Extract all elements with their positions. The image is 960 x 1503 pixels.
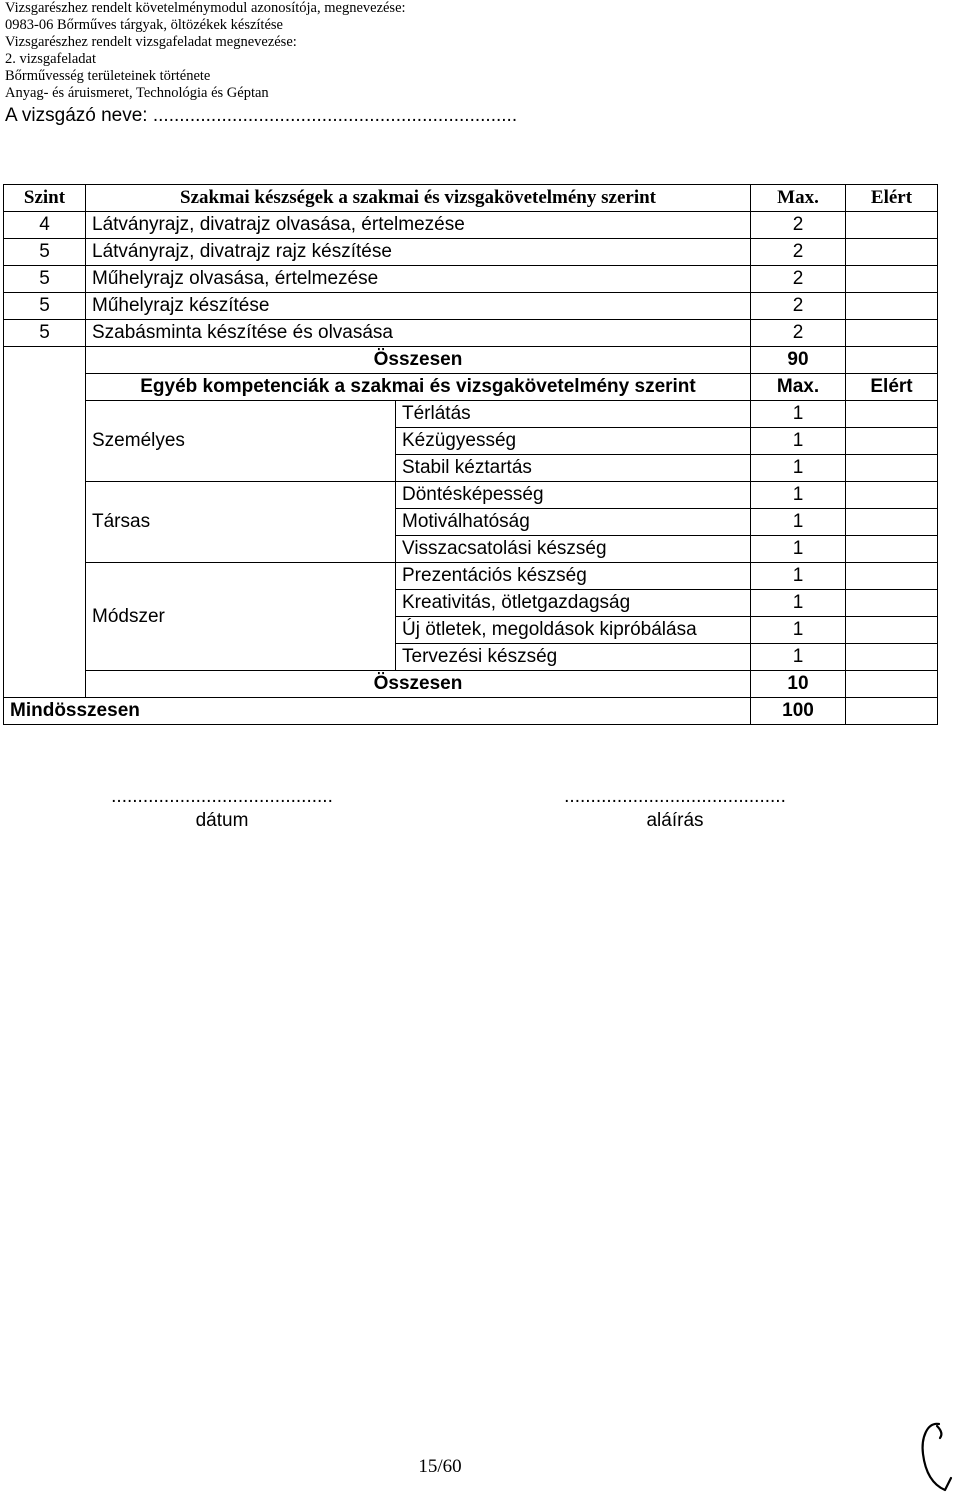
header-max: Max. (751, 185, 846, 212)
grand-total-achieved (846, 698, 938, 725)
competence-group-name: Módszer (86, 563, 396, 671)
competence-item-max: 1 (751, 590, 846, 617)
competence-header-row (4, 374, 938, 401)
skill-achieved (846, 212, 938, 239)
header-level: Szint (4, 185, 86, 212)
competence-item-achieved (846, 455, 938, 482)
competence-item-name: Döntésképesség (396, 482, 751, 509)
skill-name: Szabásminta készítése és olvasása (86, 320, 751, 347)
skill-achieved (846, 320, 938, 347)
header-line-module-name: 0983-06 Bőrműves tárgyak, öltözékek készítése (5, 17, 283, 33)
competence-item-name: Térlátás (396, 401, 751, 428)
skill-achieved (846, 239, 938, 266)
signature-dots: .......................................... (564, 786, 786, 807)
competence-item-max: 1 (751, 563, 846, 590)
competence-item-name: Prezentációs készség (396, 563, 751, 590)
subtotal2-label: Összesen (86, 671, 751, 698)
header-skills: Szakmai készségek a szakmai és vizsgakövetelmény szerint (86, 185, 751, 212)
subtotal2-value: 10 (751, 671, 846, 698)
header-achieved: Elért (846, 185, 938, 212)
subtotal-label: Összesen (86, 347, 751, 374)
signature-block (535, 785, 815, 833)
subtotal-value: 90 (751, 347, 846, 374)
competence-item-max: 1 (751, 455, 846, 482)
competence-group-name: Társas (86, 482, 396, 563)
competence-max: Max. (751, 374, 846, 401)
competence-item-max: 1 (751, 644, 846, 671)
skill-max: 2 (751, 320, 846, 347)
header-line-topic: Bőrművesség területeinek története (5, 68, 211, 84)
competence-item-name: Kézügyesség (396, 428, 751, 455)
skill-level: 5 (4, 239, 86, 266)
skill-name: Műhelyrajz készítése (86, 293, 751, 320)
competence-item-achieved (846, 617, 938, 644)
competence-item-achieved (846, 401, 938, 428)
skill-max: 2 (751, 239, 846, 266)
competence-item-max: 1 (751, 617, 846, 644)
evaluation-table (3, 184, 938, 725)
table-header-row (4, 185, 938, 212)
competence-item-name: Motiválhatóság (396, 509, 751, 536)
skill-row (4, 293, 938, 320)
page-number: 15/60 (418, 1456, 462, 1477)
competence-item-achieved (846, 482, 938, 509)
competence-group-name: Személyes (86, 401, 396, 482)
competence-item-achieved (846, 536, 938, 563)
competence-item-name: Visszacsatolási készség (396, 536, 751, 563)
competence-item-max: 1 (751, 482, 846, 509)
skill-max: 2 (751, 212, 846, 239)
date-dots: .......................................... (111, 786, 333, 807)
header-line-task-number: 2. vizsgafeladat (5, 51, 96, 67)
competence-item-name: Kreativitás, ötletgazdagság (396, 590, 751, 617)
competence-row (4, 401, 938, 428)
skill-name: Látványrajz, divatrajz olvasása, értelmezése (86, 212, 751, 239)
competence-achieved: Elért (846, 374, 938, 401)
competence-item-max: 1 (751, 509, 846, 536)
header-line-task: Vizsgarészhez rendelt vizsgafeladat megnevezése: (5, 34, 297, 50)
skill-row (4, 239, 938, 266)
subtotal2-achieved (846, 671, 938, 698)
grand-total-row (4, 698, 938, 725)
competence-item-achieved (846, 590, 938, 617)
header-line-subjects: Anyag- és áruismeret, Technológia és Géptan (5, 85, 269, 101)
competence-item-name: Stabil kéztartás (396, 455, 751, 482)
skill-row (4, 320, 938, 347)
empty-level-cell (4, 347, 86, 374)
skill-level: 5 (4, 320, 86, 347)
date-label: dátum (195, 810, 249, 831)
skill-max: 2 (751, 293, 846, 320)
skill-max: 2 (751, 266, 846, 293)
subtotal2-row (4, 671, 938, 698)
skill-level: 5 (4, 266, 86, 293)
competence-row (4, 563, 938, 590)
competence-title: Egyéb kompetenciák a szakmai és vizsgakövetelmény szerint (86, 374, 751, 401)
subtotal-row (4, 347, 938, 374)
grand-total-value: 100 (751, 698, 846, 725)
skill-row (4, 266, 938, 293)
skill-level: 4 (4, 212, 86, 239)
competence-item-achieved (846, 563, 938, 590)
date-signature-block (82, 785, 362, 833)
skill-level: 5 (4, 293, 86, 320)
competence-item-max: 1 (751, 428, 846, 455)
competence-item-name: Tervezési készség (396, 644, 751, 671)
competence-item-achieved (846, 428, 938, 455)
candidate-name-line: A vizsgázó neve: ..................................................................... (5, 105, 518, 126)
skill-name: Műhelyrajz olvasása, értelmezése (86, 266, 751, 293)
competence-item-max: 1 (751, 401, 846, 428)
signature-label: aláírás (646, 810, 704, 831)
competence-item-max: 1 (751, 536, 846, 563)
competence-item-achieved (846, 644, 938, 671)
skill-achieved (846, 266, 938, 293)
competence-item-achieved (846, 509, 938, 536)
skill-name: Látványrajz, divatrajz rajz készítése (86, 239, 751, 266)
competence-item-name: Új ötletek, megoldások kipróbálása (396, 617, 751, 644)
grand-total-label: Mindösszesen (4, 698, 751, 725)
level-spacer-cell (4, 374, 86, 698)
skill-row (4, 212, 938, 239)
competence-row (4, 482, 938, 509)
subtotal-achieved (846, 347, 938, 374)
handwritten-initial-mark (915, 1420, 955, 1500)
skill-achieved (846, 293, 938, 320)
header-line-module: Vizsgarészhez rendelt követelménymodul azonosítója, megnevezése: (5, 0, 406, 16)
